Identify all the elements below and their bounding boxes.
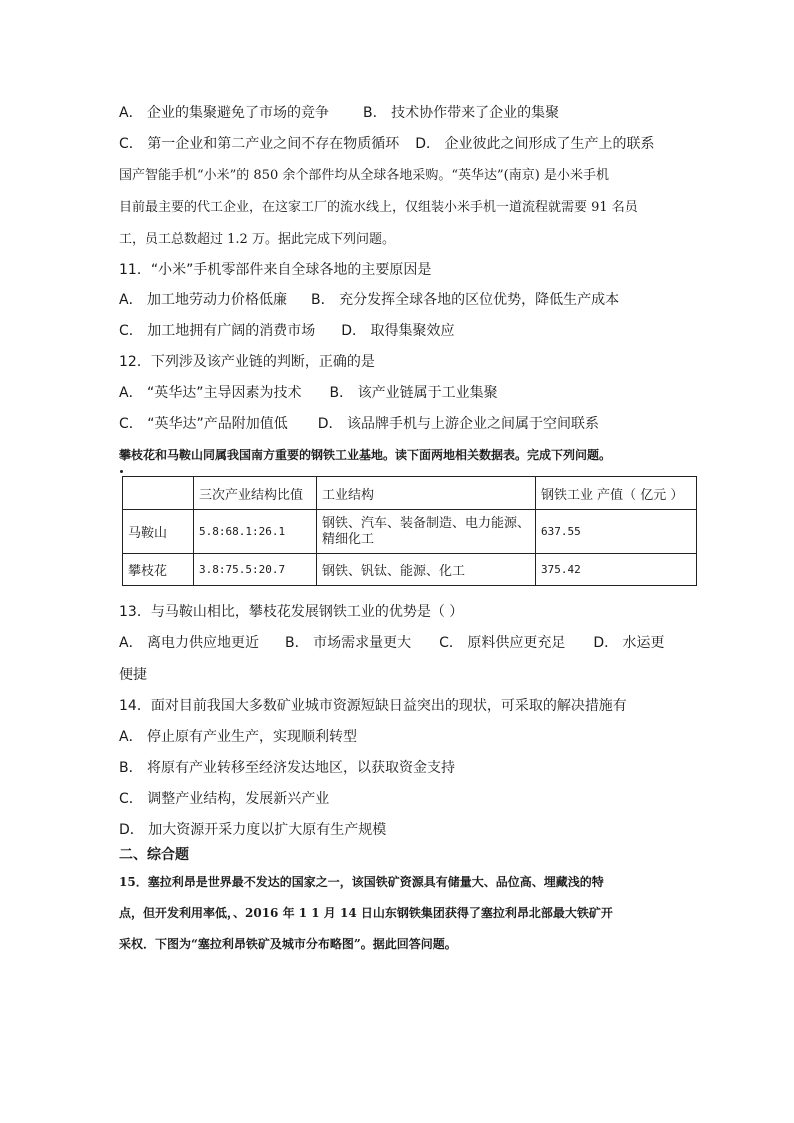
table-header-blank [123, 477, 194, 510]
q11-option-b: B． 充分发挥全球各地的区位优势，降低生产成本 [311, 292, 620, 308]
stray-dot [120, 470, 123, 473]
q10-option-c: C． 第一企业和第二产业之间不存在物质循环 [119, 136, 400, 152]
table-cell-value: 637.55 [536, 510, 697, 554]
q10-option-b: B． 技术协作带来了企业的集聚 [363, 105, 560, 121]
q10-option-a: A． 企业的集聚避免了市场的竞争 [119, 105, 330, 121]
q11-option-d: D． 取得集聚效应 [341, 323, 455, 339]
table-header-value: 钢铁工业 产值（ 亿元 ） [536, 477, 697, 510]
q14-option-b: B． 将原有产业转移至经济发达地区，以获取资金支持 [119, 760, 456, 776]
passage1-line-3: 工，员工总数超过 1.2 万。据此完成下列问题。 [119, 232, 395, 247]
q14-option-a: A． 停止原有产业生产，实现顺利转型 [119, 729, 358, 745]
q15-line-2: 点，但开发利用率低，、2016 年 1 1 月 14 日山东钢铁集团获得了塞拉利昂北部最大铁矿开 [119, 906, 613, 920]
table-header-industry: 工业结构 [317, 477, 536, 510]
table-cell-industry: 钢铁、汽车、装备制造、电力能源、精细化工 [317, 510, 536, 554]
q14-option-c: C． 调整产业结构，发展新兴产业 [119, 791, 330, 807]
table-cell-industry: 钢铁、钒钛、能源、化工 [317, 554, 536, 586]
q13-stem: 13．与马鞍山相比，攀枝花发展钢铁工业的优势是（ ） [119, 604, 464, 620]
q13-option-c: C． 原料供应更充足 [439, 635, 566, 651]
q11-stem: 11．“小米”手机零部件来自全球各地的主要原因是 [119, 262, 432, 278]
table-cell-ratio: 5.8:68.1:26.1 [194, 510, 317, 554]
q12-option-b: B． 该产业链属于工业集聚 [329, 385, 498, 401]
q13-option-d: D． 水运更 [593, 635, 665, 651]
q15-line-1: 15．塞拉利昂是世界最不发达的国家之一，该国铁矿资源具有储量大、品位高、埋藏浅的特 [119, 875, 604, 889]
q12-options-row-2 [119, 415, 599, 433]
q12-option-d: D． 该品牌手机与上游企业之间属于空间联系 [317, 416, 599, 432]
q10-option-d: D． 企业彼此之间形成了生产上的联系 [415, 136, 655, 152]
table-row [123, 554, 697, 586]
q11-option-c: C． 加工地拥有广阔的消费市场 [119, 323, 316, 339]
data-table [122, 476, 697, 586]
table-cell-value: 375.42 [536, 554, 697, 586]
q13-options-row [119, 634, 665, 652]
table-header-ratio: 三次产业结构比值 [194, 477, 317, 510]
q12-option-a: A． “英华达”主导因素为技术 [119, 385, 302, 401]
table-header-row [123, 477, 697, 510]
table-cell-ratio: 3.8:75.5:20.7 [194, 554, 317, 586]
section-heading: 二、综合题 [119, 847, 189, 863]
passage1-line-1: 国产智能手机“小米”的 850 余个部件均从全球各地采购。“英华达”(南京) 是小米手机 [119, 168, 609, 183]
q10-options-row-2 [119, 135, 654, 153]
q11-options-row-2 [119, 322, 454, 340]
table-cell-city: 马鞍山 [123, 510, 194, 554]
q13-option-b: B． 市场需求量更大 [285, 635, 412, 651]
q12-stem: 12．下列涉及该产业链的判断，正确的是 [119, 354, 375, 370]
q10-options-row-1 [119, 104, 559, 122]
q13-option-d-continued: 便捷 [119, 667, 147, 683]
q12-options-row-1 [119, 384, 498, 402]
q13-option-a: A． 离电力供应地更近 [119, 635, 260, 651]
q15-line-3: 采权．下图为“塞拉利昂铁矿及城市分布略图”。据此回答问题。 [119, 937, 457, 951]
table-row [123, 510, 697, 554]
q12-option-c: C． “英华达”产品附加值低 [119, 416, 288, 432]
q11-option-a: A． 加工地劳动力价格低廉 [119, 292, 288, 308]
q14-stem: 14．面对目前我国大多数矿业城市资源短缺日益突出的现状，可采取的解决措施有 [119, 698, 627, 714]
q14-option-d: D． 加大资源开采力度以扩大原有生产规模 [119, 822, 387, 838]
passage2: 攀枝花和马鞍山同属我国南方重要的钢铁工业基地。读下面两地相关数据表。完成下列问题。 [119, 448, 612, 462]
q11-options-row-1 [119, 291, 619, 309]
table-cell-city: 攀枝花 [123, 554, 194, 586]
passage1-line-2: 目前最主要的代工企业，在这家工厂的流水线上，仅组装小米手机一道流程就需要 91 名员 [119, 200, 638, 215]
